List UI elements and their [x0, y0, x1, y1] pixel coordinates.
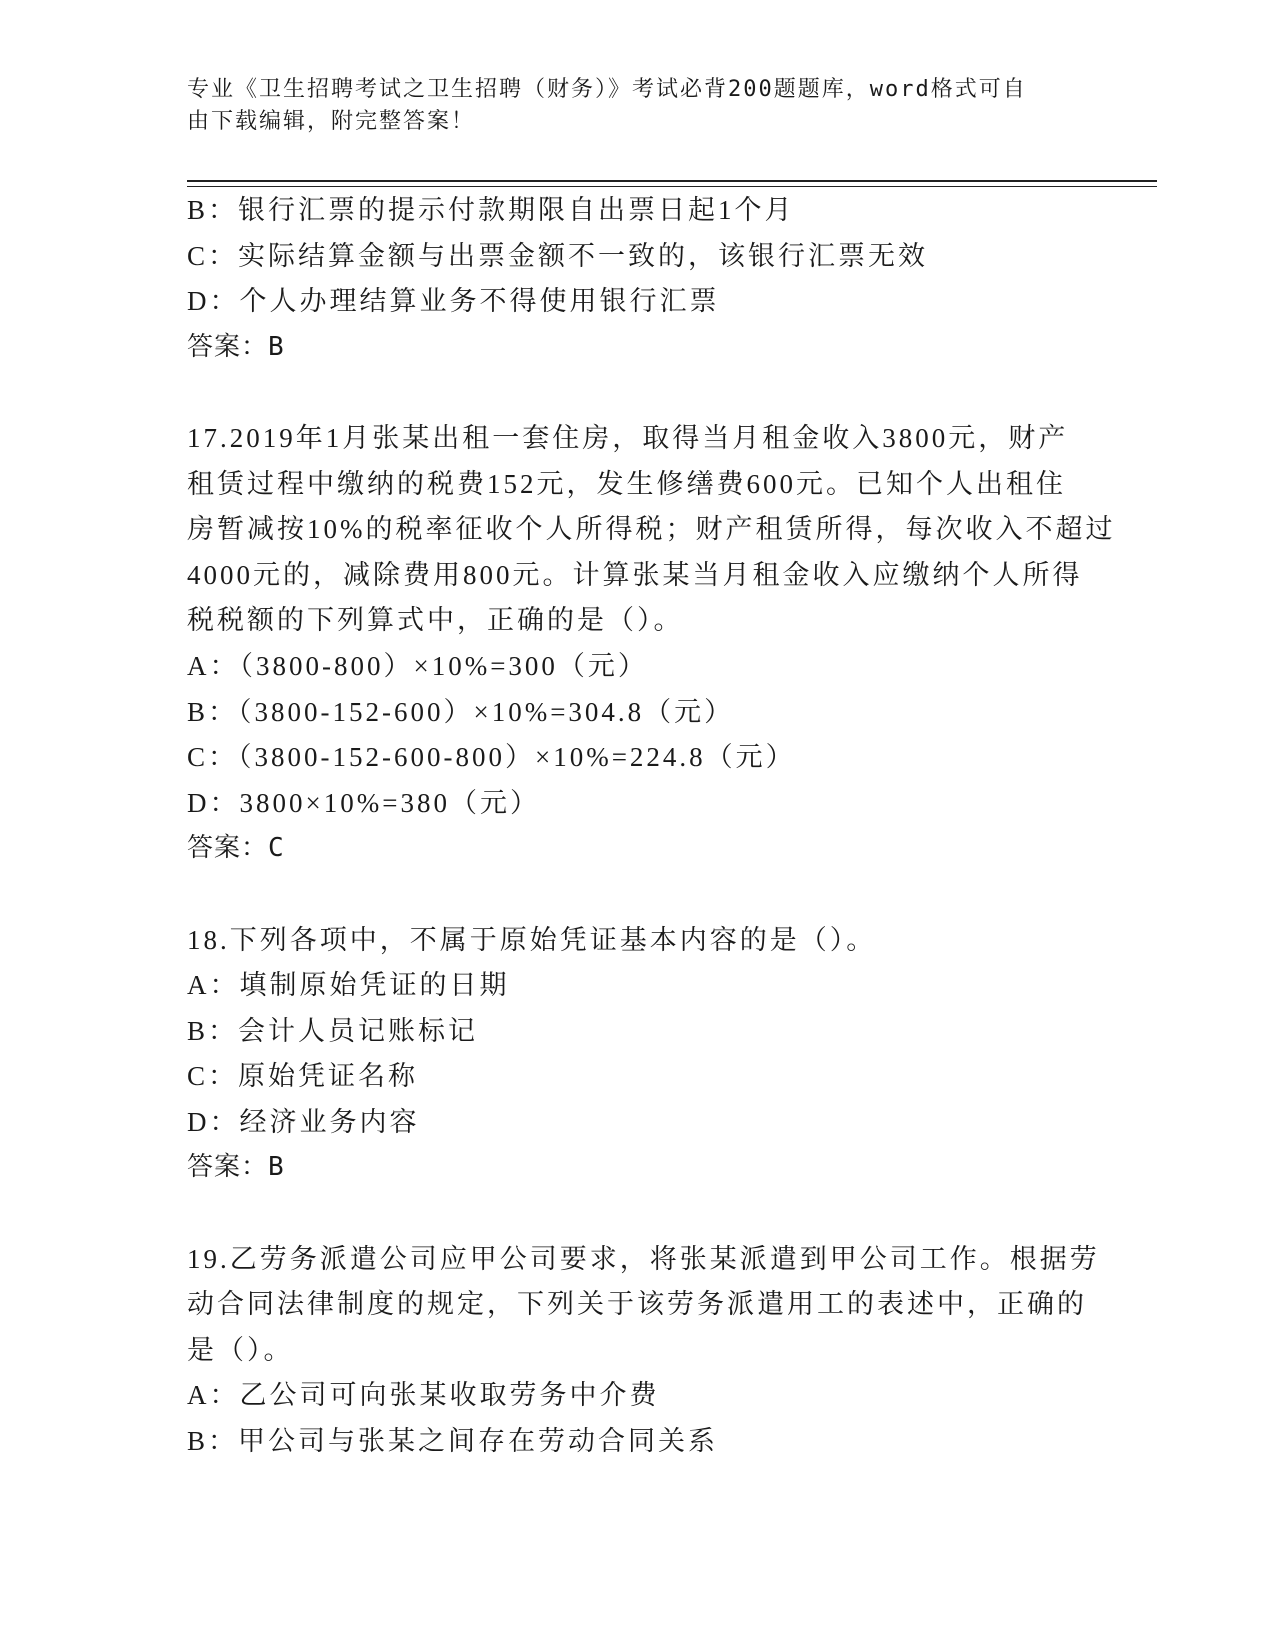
answer-line: 答案：C	[187, 833, 285, 864]
document-header	[187, 74, 1067, 138]
header-line-2: 由下载编辑，附完整答案！	[187, 109, 476, 134]
option-a: A：（3800-800）×10%=300（元）	[187, 650, 648, 681]
question-16	[187, 188, 1087, 370]
question-stem-line: 税税额的下列算式中，正确的是（）。	[187, 605, 684, 636]
question-18	[187, 918, 1087, 1192]
answer-line: 答案：B	[187, 1152, 285, 1183]
question-stem-line: 租赁过程中缴纳的税费152元，发生修缮费600元。已知个人出租住	[187, 468, 1066, 499]
option-c: C：原始凭证名称	[187, 1061, 419, 1092]
header-divider-thick	[187, 180, 1157, 182]
option-b: B：（3800-152-600）×10%=304.8（元）	[187, 696, 735, 727]
question-stem-line: 17.2019年1月张某出租一套住房，取得当月租金收入3800元，财产	[187, 422, 1069, 453]
option-d: D：个人办理结算业务不得使用银行汇票	[187, 286, 720, 317]
question-17	[187, 416, 1116, 872]
answer-line: 答案：B	[187, 331, 285, 362]
spacer	[187, 370, 1087, 416]
option-b: B：会计人员记账标记	[187, 1015, 479, 1046]
question-stem-line: 4000元的，减除费用800元。计算张某当月租金收入应缴纳个人所得	[187, 559, 1083, 590]
spacer	[187, 1191, 1087, 1237]
option-b: B：甲公司与张某之间存在劳动合同关系	[187, 1426, 719, 1457]
question-stem-line: 动合同法律制度的规定，下列关于该劳务派遣用工的表述中，正确的	[187, 1289, 1087, 1320]
spacer	[187, 872, 1087, 918]
document-body	[187, 188, 1116, 1465]
header-divider-thin	[187, 186, 1157, 187]
option-d: D：3800×10%=380（元）	[187, 787, 540, 818]
question-stem-line: 房暂减按10%的税率征收个人所得税；财产租赁所得，每次收入不超过	[187, 514, 1116, 545]
option-a: A：填制原始凭证的日期	[187, 970, 510, 1001]
option-c: C：（3800-152-600-800）×10%=224.8（元）	[187, 742, 796, 773]
option-d: D：经济业务内容	[187, 1106, 420, 1137]
option-c: C：实际结算金额与出票金额不一致的，该银行汇票无效	[187, 240, 929, 271]
question-stem-line: 是（）。	[187, 1334, 294, 1365]
question-stem-line: 18.下列各项中，不属于原始凭证基本内容的是（）。	[187, 924, 877, 955]
question-19	[187, 1237, 1100, 1465]
question-stem-line: 19.乙劳务派遣公司应甲公司要求，将张某派遣到甲公司工作。根据劳	[187, 1243, 1100, 1274]
header-line-1: 专业《卫生招聘考试之卫生招聘（财务）》考试必背200题题库，word格式可自	[187, 77, 1027, 102]
option-a: A：乙公司可向张某收取劳务中介费	[187, 1380, 660, 1411]
option-b: B：银行汇票的提示付款期限自出票日起1个月	[187, 195, 795, 225]
